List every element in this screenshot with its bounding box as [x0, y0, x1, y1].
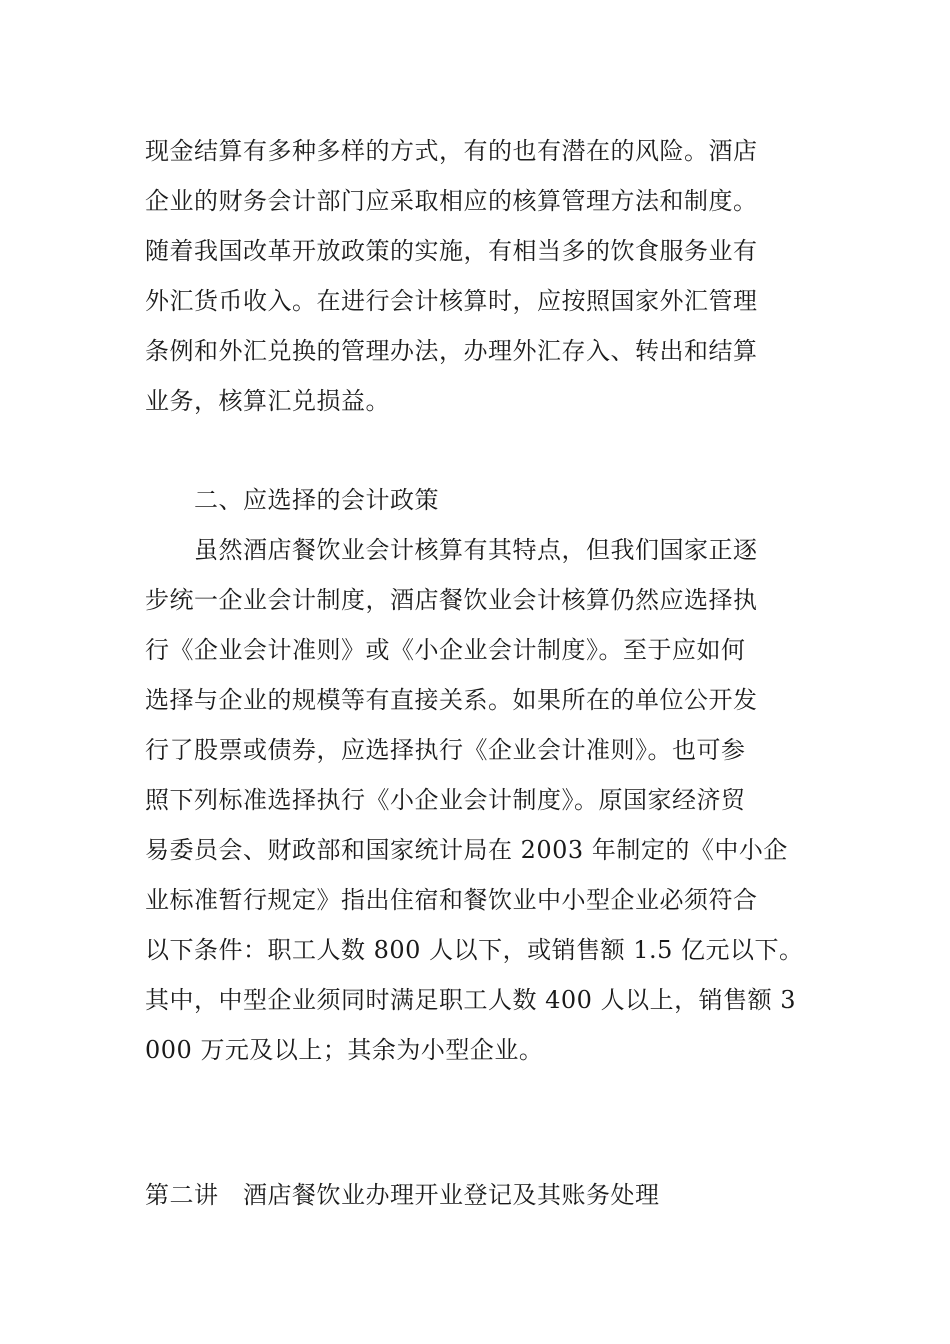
paragraph-2-line: 选择与企业的规模等有直接关系。如果所在的单位公开发: [145, 686, 758, 714]
paragraph-1-line: 现金结算有多种多样的方式，有的也有潜在的风险。酒店: [145, 137, 758, 165]
section-heading: 二、应选择的会计政策: [194, 486, 439, 514]
paragraph-2-line: 虽然酒店餐饮业会计核算有其特点，但我们国家正逐: [194, 536, 758, 564]
paragraph-2-line: 000 万元及以上；其余为小型企业。: [145, 1036, 544, 1064]
paragraph-2-line: 照下列标准选择执行《小企业会计制度》。原国家经济贸: [145, 786, 746, 814]
paragraph-2-line: 其中，中型企业须同时满足职工人数 400 人以上，销售额 3: [145, 986, 796, 1014]
paragraph-2-line: 以下条件：职工人数 800 人以下，或销售额 1.5 亿元以下。: [145, 936, 804, 964]
paragraph-1-line: 企业的财务会计部门应采取相应的核算管理方法和制度。: [145, 187, 758, 215]
paragraph-1-line: 随着我国改革开放政策的实施，有相当多的饮食服务业有: [145, 237, 758, 265]
paragraph-1-line: 外汇货币收入。在进行会计核算时，应按照国家外汇管理: [145, 287, 758, 315]
paragraph-1-line: 业务，核算汇兑损益。: [145, 387, 390, 415]
paragraph-2-line: 易委员会、财政部和国家统计局在 2003 年制定的《中小企: [145, 836, 788, 864]
paragraph-2-line: 行《企业会计准则》或《小企业会计制度》。至于应如何: [145, 636, 746, 664]
chapter-heading: 第二讲 酒店餐饮业办理开业登记及其账务处理: [145, 1181, 660, 1209]
paragraph-2-line: 步统一企业会计制度，酒店餐饮业会计核算仍然应选择执: [145, 586, 758, 614]
paragraph-1-line: 条例和外汇兑换的管理办法，办理外汇存入、转出和结算: [145, 337, 758, 365]
paragraph-2-line: 业标准暂行规定》指出住宿和餐饮业中小型企业必须符合: [145, 886, 758, 914]
paragraph-2-line: 行了股票或债券，应选择执行《企业会计准则》。也可参: [145, 736, 746, 764]
